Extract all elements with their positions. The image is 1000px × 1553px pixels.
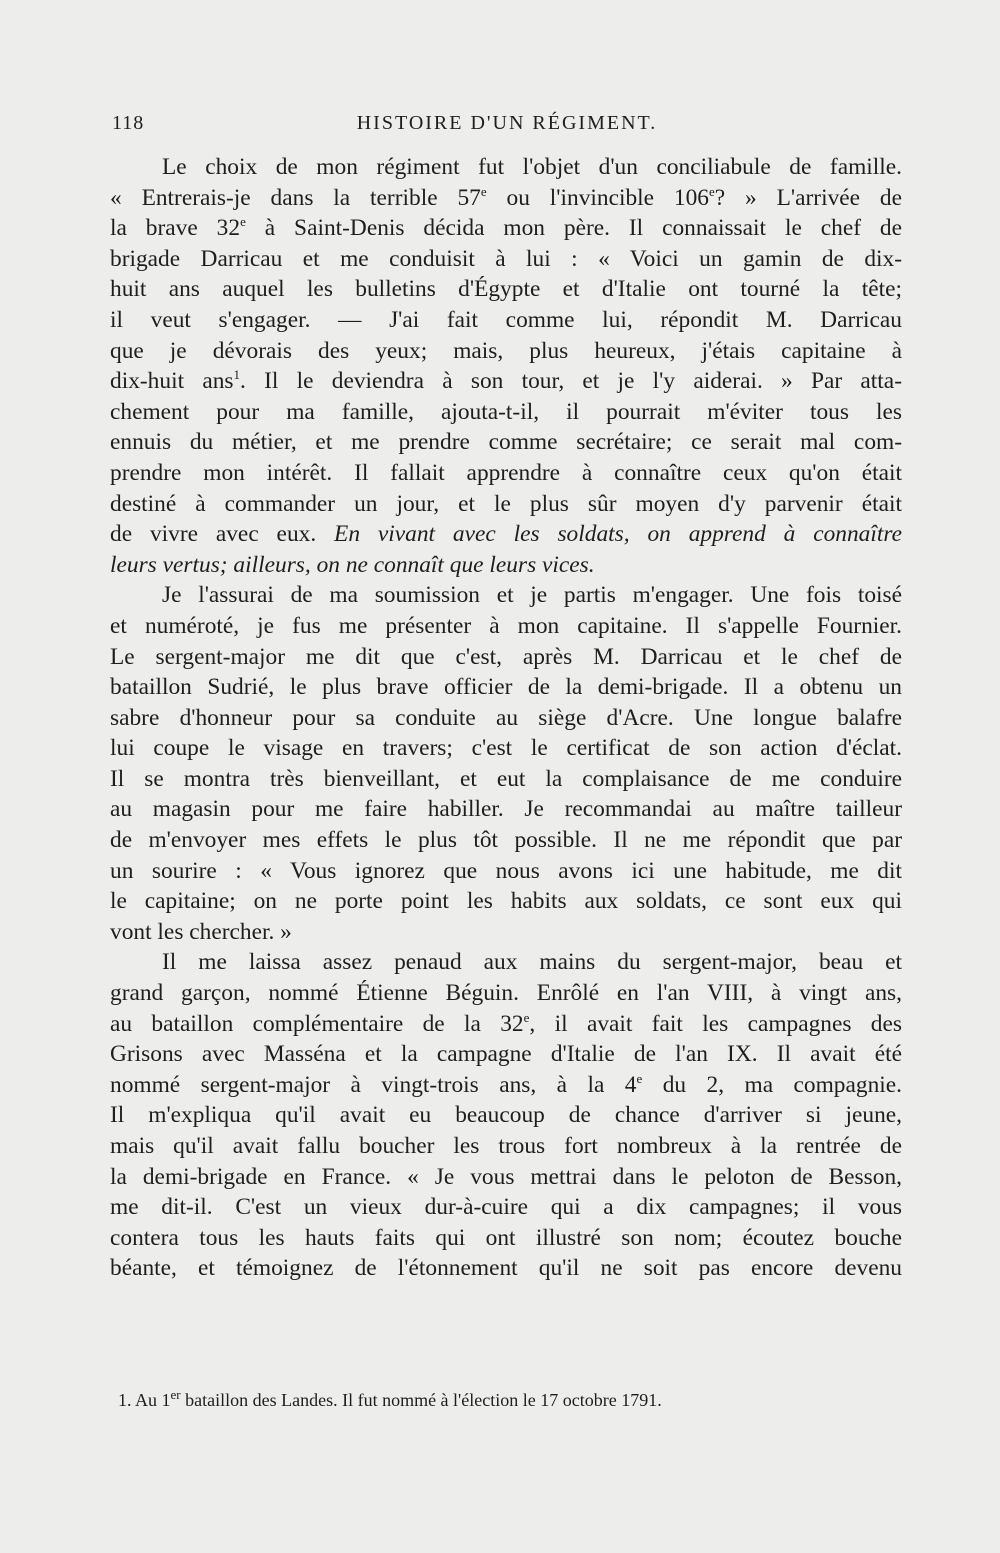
text-line: Il m'expliqua qu'il avait eu beaucoup de chance d'arriver si jeune, — [110, 1102, 902, 1129]
text-line: il veut s'engager. — J'ai fait comme lui, répondit M. Darricau — [110, 306, 902, 333]
text-line: destiné à commander un jour, et le plus sûr moyen d'y parvenir était — [110, 490, 902, 517]
text-line: Il me laissa assez penaud aux mains du sergent-major, beau et — [162, 949, 902, 976]
text-line: prendre mon intérêt. Il fallait apprendre à connaître ceux qu'on était — [110, 459, 902, 486]
text-line: contera tous les hauts faits qui ont illustré son nom; écoutez bouche — [110, 1224, 902, 1251]
text-line: Le choix de mon régiment fut l'objet d'un conciliabule de famille. — [162, 154, 902, 180]
text-line: au magasin pour me faire habiller. Je recommandai au maître tailleur — [110, 796, 902, 823]
text-line: me dit-il. C'est un vieux dur-à-cuire qui a dix campagnes; il vous — [110, 1194, 902, 1221]
text-line: béante, et témoignez de l'étonnement qu'il ne soit pas encore devenu — [110, 1255, 902, 1282]
text-line: la demi-brigade en France. « Je vous mettrai dans le peloton de Besson, — [110, 1163, 902, 1190]
text-line: Le sergent-major me dit que c'est, après M. Darricau et le chef de — [110, 643, 902, 670]
text-line: chement pour ma famille, ajouta-t-il, il pourrait m'éviter tous les — [110, 398, 902, 425]
footnote: 1. Au 1er bataillon des Landes. Il fut nommé à l'élection le 17 octobre 1791. — [118, 1387, 662, 1410]
text-line: lui coupe le visage en travers; c'est le certificat de son action d'éclat. — [110, 735, 902, 762]
text-line: grand garçon, nommé Étienne Béguin. Enrôlé en l'an VIII, à vingt ans, — [110, 980, 902, 1007]
text-line: le capitaine; on ne porte point les habits aux soldats, ce sont eux qui — [110, 888, 902, 915]
text-line: mais qu'il avait fallu boucher les trous fort nombreux à la rentrée de — [110, 1133, 902, 1159]
page-number: 118 — [112, 112, 145, 134]
text-line: de vivre avec eux. En vivant avec les soldats, on apprend à connaître — [110, 521, 902, 548]
text-line: et numéroté, je fus me présenter à mon capitaine. Il s'appelle Fournier. — [110, 612, 902, 639]
text-line: sabre d'honneur pour sa conduite au siège d'Acre. Une longue balafre — [110, 704, 902, 731]
text-line: nommé sergent-major à vingt-trois ans, à la 4e du 2, ma compagnie. — [110, 1071, 902, 1098]
text-line: dix-huit ans$^1$. Il le deviendra à son tour, et je l'y aiderai. » Par atta- — [110, 367, 902, 395]
text-line: Je l'assurai de ma soumission et je partis m'engager. Une fois toisé — [162, 582, 902, 609]
text-line: de m'envoyer mes effets le plus tôt possible. Il ne me répondit que par — [110, 827, 902, 854]
text-line: bataillon Sudrié, le plus brave officier de la demi-brigade. Il a obtenu un — [110, 674, 902, 701]
text-line: ennuis du métier, et me prendre comme secrétaire; ce serait mal com- — [110, 429, 902, 456]
text-line: « Entrerais-je dans la terrible 57e ou l'invincible 106e? » L'arrivée de — [110, 183, 902, 211]
text-line: un sourire : « Vous ignorez que nous avons ici une habitude, me dit — [110, 857, 902, 884]
text-line: brigade Darricau et me conduisit à lui : « Voici un gamin de dix- — [110, 245, 902, 272]
body-text — [110, 152, 902, 1284]
text-line: Il se montra très bienveillant, et eut la complaisance de me conduire — [110, 765, 902, 792]
page-header — [112, 112, 902, 152]
text-line: au bataillon complémentaire de la 32e, il avait fait les campagnes des — [110, 1009, 902, 1037]
text-line: la brave 32e à Saint-Denis décida mon père. Il connaissait le chef de — [110, 214, 902, 242]
running-title: HISTOIRE D'UN RÉGIMENT. — [356, 112, 658, 134]
text-line: Grisons avec Masséna et la campagne d'Italie de l'an IX. Il avait été — [110, 1041, 902, 1068]
text-line: huit ans auquel les bulletins d'Égypte et d'Italie ont tourné la tête; — [110, 276, 902, 303]
text-line: leurs vertus; ailleurs, on ne connaît que leurs vices. — [110, 551, 595, 578]
text-line: que je dévorais des yeux; mais, plus heureux, j'étais capitaine à — [110, 337, 902, 364]
text-line: vont les chercher. » — [110, 918, 292, 945]
